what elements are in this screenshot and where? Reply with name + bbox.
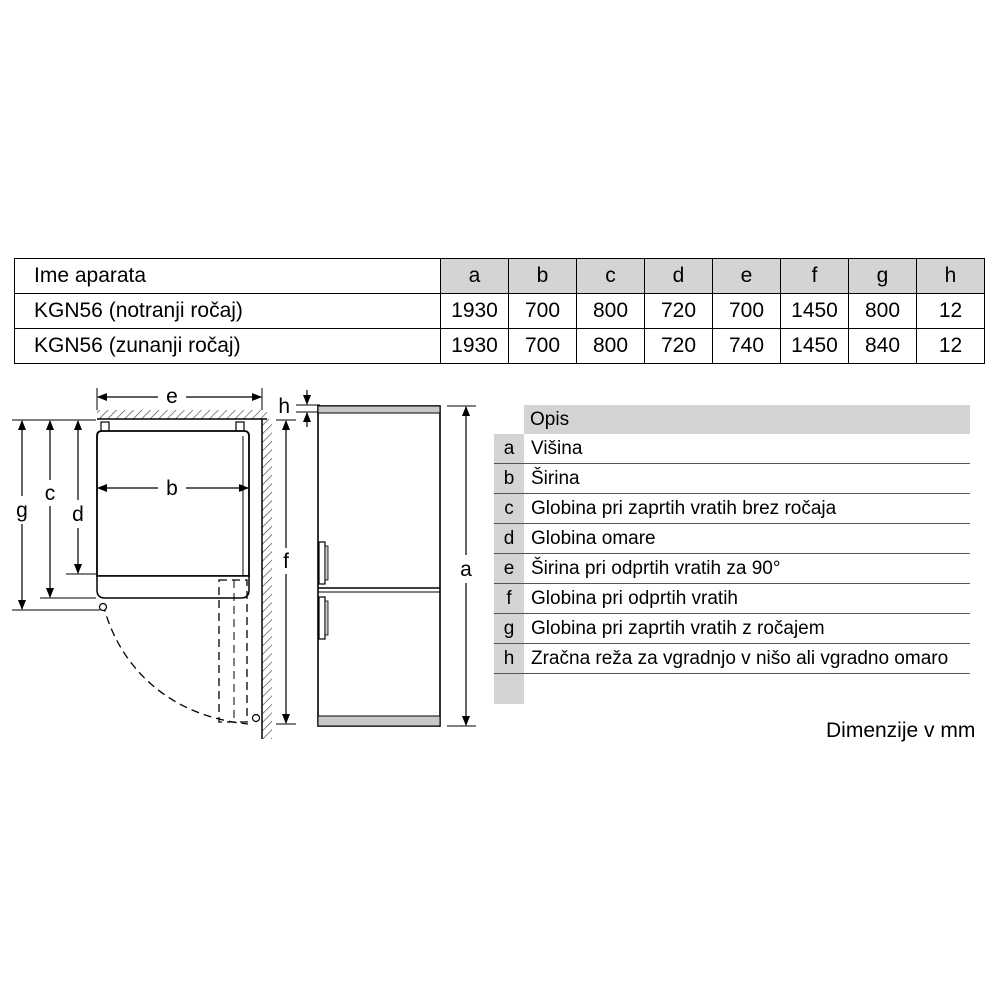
legend-key: h: [494, 644, 524, 673]
legend-text: Globina pri zaprtih vratih brez ročaja: [531, 498, 837, 519]
dimension-d: [72, 421, 84, 573]
legend-item: [494, 644, 970, 674]
legend-item: [494, 434, 970, 464]
table-row-name: KGN56 (notranji ročaj): [15, 294, 441, 329]
legend-item: [494, 494, 970, 524]
legend-key: f: [494, 584, 524, 613]
legend: [494, 405, 970, 704]
label-f: f: [283, 550, 289, 573]
dimension-h: [278, 390, 320, 427]
legend-item: [494, 614, 970, 644]
label-b: b: [166, 477, 178, 500]
table-cell: 700: [509, 329, 577, 364]
wall-top: [97, 410, 267, 419]
table-row: [15, 294, 985, 329]
table-header-d: d: [645, 259, 713, 294]
label-g: g: [16, 499, 28, 522]
label-a: a: [460, 558, 472, 581]
legend-item: [494, 524, 970, 554]
table-cell: 800: [849, 294, 917, 329]
table-header-f: f: [781, 259, 849, 294]
table-header-a: a: [441, 259, 509, 294]
legend-text: Širina pri odprtih vratih za 90°: [531, 558, 781, 579]
legend-text: Zračna reža za vgradnjo v nišo ali vgradno omaro: [531, 648, 949, 669]
table-cell: 700: [509, 294, 577, 329]
table-cell: 1450: [781, 294, 849, 329]
fridge-front-view: [318, 406, 440, 726]
fridge-top-view: [97, 422, 249, 598]
legend-text: Globina pri odprtih vratih: [531, 588, 738, 609]
table-cell: 800: [577, 329, 645, 364]
table-row-name: KGN56 (zunanji ročaj): [15, 329, 441, 364]
legend-key-column-tail: [494, 674, 524, 704]
fridge-dimension-drawing: [0, 380, 500, 750]
table-cell: 720: [645, 329, 713, 364]
units-note: Dimenzije v mm: [826, 719, 976, 742]
door-swing: [100, 580, 260, 724]
dimension-f: [276, 420, 296, 724]
dimension-e: [97, 385, 262, 410]
table-cell: 740: [713, 329, 781, 364]
dimension-c: [45, 421, 56, 597]
legend-text: Globina omare: [531, 528, 656, 549]
table-header-row: [15, 259, 985, 294]
legend-item: [494, 464, 970, 494]
table-cell: 1930: [441, 329, 509, 364]
dimension-a: [447, 406, 476, 726]
label-h: h: [278, 395, 290, 418]
lower-door-handle: [319, 597, 328, 639]
legend-text: Globina pri zaprtih vratih z ročajem: [531, 618, 825, 639]
table-row: [15, 329, 985, 364]
upper-door-handle: [319, 542, 328, 584]
table-cell: 12: [917, 294, 985, 329]
legend-text: Širina: [531, 468, 580, 489]
table-cell: 1450: [781, 329, 849, 364]
table-cell: 1930: [441, 294, 509, 329]
wall-right: [262, 419, 272, 739]
legend-item: [494, 554, 970, 584]
legend-key: g: [494, 614, 524, 643]
label-c: c: [44, 482, 56, 505]
legend-key: d: [494, 524, 524, 553]
legend-key: a: [494, 434, 524, 463]
label-d: d: [72, 503, 84, 526]
legend-key: e: [494, 554, 524, 583]
legend-text: Višina: [531, 438, 583, 459]
legend-item: [494, 584, 970, 614]
legend-key: b: [494, 464, 524, 493]
table-header-name: Ime aparata: [15, 259, 441, 294]
legend-key: c: [494, 494, 524, 523]
table-cell: 700: [713, 294, 781, 329]
table-cell: 800: [577, 294, 645, 329]
table-cell: 840: [849, 329, 917, 364]
dimension-table: [14, 258, 985, 364]
label-e: e: [166, 385, 178, 408]
table-header-h: h: [917, 259, 985, 294]
table-header-e: e: [713, 259, 781, 294]
table-cell: 12: [917, 329, 985, 364]
table-header-c: c: [577, 259, 645, 294]
table-header-b: b: [509, 259, 577, 294]
dimension-g: [16, 421, 28, 609]
table-cell: 720: [645, 294, 713, 329]
legend-title: Opis: [524, 405, 970, 434]
table-header-g: g: [849, 259, 917, 294]
